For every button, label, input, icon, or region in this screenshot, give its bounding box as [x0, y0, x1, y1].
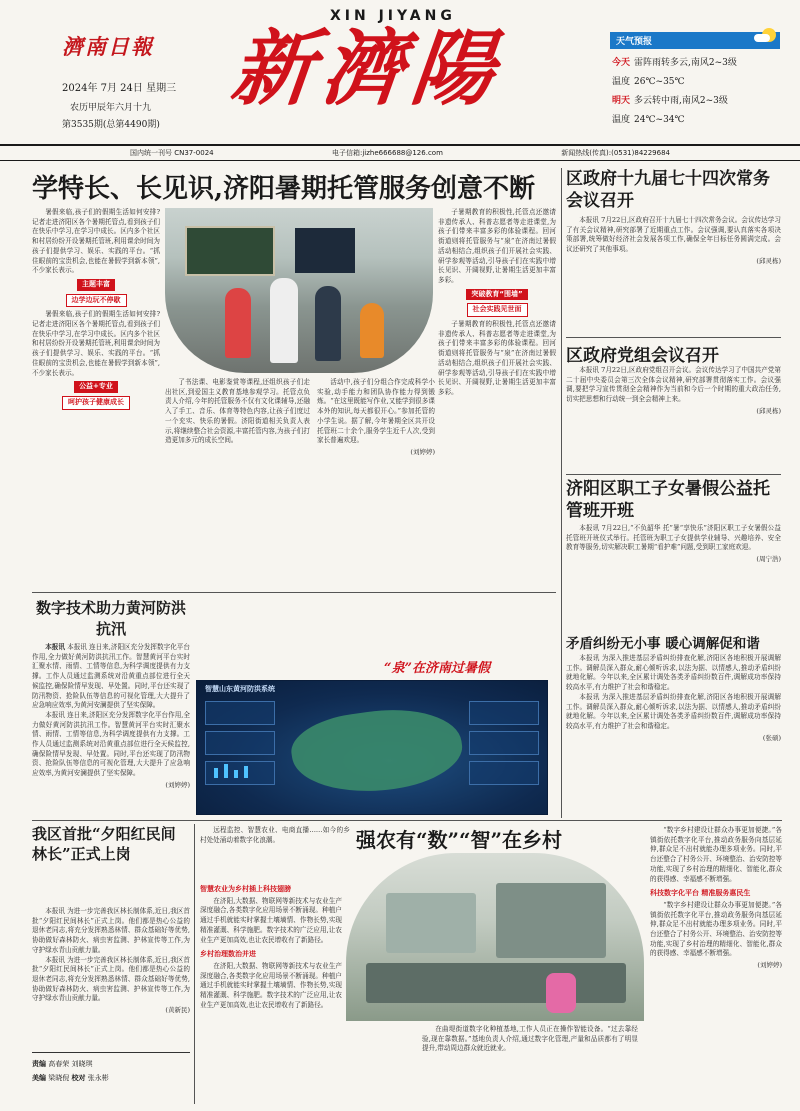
subhead-tag: 主题丰富: [77, 279, 115, 291]
blackboard: [185, 226, 275, 276]
dashboard-panel: [205, 701, 275, 725]
screen: [295, 228, 355, 273]
flood-headline[interactable]: 数字技术助力黄河防洪抗汛: [35, 599, 186, 638]
subhead-tag: 边学边玩不停歇: [66, 294, 127, 308]
temp-value: 24℃~34℃: [634, 115, 685, 125]
cn-number: 国内统一刊号 CN37-0024: [130, 149, 214, 157]
forest-article: [32, 907, 190, 1049]
cloud-icon: [754, 34, 770, 42]
workshop-photo: [346, 853, 644, 1021]
flood-article: [32, 643, 190, 815]
lead-paragraph: 暑假来临,孩子们的假期生活如何安排?记者走进济阳区各个暑期托管点,看到孩子们在快乐中学习,在学习中成长。区内多个社区和村居纷纷开设暑期托管班,利用课余时间为孩子们提供学习、娱乐、实践的平台。“抓住眼前的宝贵机会,也能在暑假学到新本领”,不少家长表示。: [32, 310, 160, 377]
lead-headline[interactable]: 学特长、长见识,济阳暑期托管服务创意不断: [32, 174, 536, 204]
credit-names: 张永彬: [87, 1074, 109, 1082]
credit-label: 校对: [71, 1073, 86, 1082]
lead-paragraph: 了书法课、电影鉴赏等课程,还组织孩子们走出社区,到爱国主义教育基地参观学习。托管点负责人介绍,今年的托管服务不仅有文化课辅导,还融入了手工、音乐、体育等特色内容,让孩子们度过一个充实、快乐的暑假。济阳街道相关负责人表示,将继续整合社会资源,丰富托管内容,为孩子们打造更加多元的成长空间。: [165, 378, 310, 445]
author: (刘婷婷): [165, 780, 190, 789]
divider: [32, 820, 782, 821]
temp-label: 温度: [612, 77, 631, 87]
farm-column: [422, 1025, 638, 1103]
farm-headline[interactable]: 强农有“数”“智”在乡村: [356, 828, 563, 852]
dashboard-panel: [205, 761, 275, 785]
person: [225, 288, 251, 358]
subhead-tag: 社会实践见世面: [467, 303, 528, 317]
farm-subhead: 智慧农业为乡村插上科技翅膀: [200, 884, 291, 893]
bar-icon: [214, 768, 218, 778]
forest-paragraph: 本报讯 为进一步完善我区林长制体系,近日,我区首批“夕阳红民间林长”正式上岗。他们都是热心公益的退休老同志,将充分发挥熟悉林情、群众基础好等优势,协助做好森林防火、病虫害监测、护林宣传等工作,为守护绿水青山贡献力量。: [32, 907, 190, 954]
divider: [32, 592, 556, 593]
credit-label: 美编: [32, 1073, 46, 1082]
lead-column: [32, 208, 160, 580]
childcare-article: [566, 524, 781, 628]
weather-header: [610, 32, 780, 49]
author: (邱灵栋): [756, 406, 781, 415]
temp-label: 温度: [612, 115, 631, 125]
weather-today-temp: [610, 74, 790, 87]
divider: [566, 337, 781, 338]
paper-logo: 濟南日報: [62, 34, 154, 59]
dashboard-panel: [469, 701, 539, 725]
subhead-tag: 呵护孩子健康成长: [62, 396, 130, 410]
party-meeting-headline[interactable]: 区政府党组会议召开: [566, 346, 719, 366]
dashboard-panel: [469, 731, 539, 755]
farm-paragraph: 在济阳,大数据、物联网等新技术与农业生产深度融合,各类数字化应用场景不断涌现。种植户通过手机就能实时掌握土壤墒情、作物长势,实现精准灌溉、科学施肥。数字技术的广泛应用,让农业生产更加高效,也让农民增收有了新路径。: [200, 961, 342, 1009]
email: 电子信箱:jizhe666688@126.com: [331, 149, 443, 157]
weather-text: 雷阵雨转多云,南风2~3级: [634, 58, 737, 68]
stool: [546, 973, 576, 1013]
brand-title: 新濟陽: [226, 21, 508, 117]
person: [315, 286, 341, 361]
divider: [0, 160, 800, 161]
farm-subhead: 乡村治理数治并进: [200, 949, 256, 959]
author: (黄新民): [165, 1006, 190, 1015]
bar-icon: [244, 766, 248, 778]
credit-label: 责编: [32, 1059, 46, 1068]
farm-column: [200, 880, 342, 1090]
dashboard-panel: [205, 731, 275, 755]
flood-paragraph: 本报讯 连日来,济阳区充分发挥数字化平台作用,全力做好黄河防洪抗汛工作。智慧黄河平台实时汇聚水情、雨情、工情等信息,为科学调度提供有力支撑。工作人员通过监测系统对沿黄重点部位进行全天候监控,确保险情早发现、早处置。同时,平台还实现了防汛物资、抢险队伍等信息的可视化管理,大大提升了应急响应效率,为黄河安澜提供了坚实保障。: [32, 710, 190, 778]
mediation-headline[interactable]: 矛盾纠纷无小事 暖心调解促和谐: [566, 636, 760, 652]
childcare-headline[interactable]: 济阳区职工子女暑假公益托管班开班: [566, 479, 770, 521]
farm-paragraph: 在济阳,大数据、物联网等新技术与农业生产深度融合,各类数字化应用场景不断涌现。种植户通过手机就能实时掌握土壤墒情、作物长势,实现精准灌溉、科学施肥。数字技术的广泛应用,让农业生产更加高效,也让农民增收有了新路径。: [200, 896, 342, 944]
workbench: [366, 963, 626, 1003]
info-bar: [0, 144, 800, 158]
flood-dashboard: [196, 680, 548, 815]
subhead-tag: 公益+专业: [74, 381, 118, 393]
divider: [194, 824, 195, 1104]
publication-date: 2024年 7月 24日 星期三: [62, 83, 177, 94]
divider: [566, 474, 781, 475]
weather-today: [610, 55, 790, 68]
machine: [496, 883, 606, 958]
meeting-headline[interactable]: 区政府十九届七十四次常务会议召开: [566, 169, 770, 211]
editor-credits: [32, 1052, 190, 1085]
childcare-paragraph: 本报讯 7月22日,“不负韶华 托”暑“享快乐”济阳区职工子女暑假公益托管班开班仪式举行。托管班为职工子女提供学业辅导、兴趣培养、安全教育等服务,切实解决职工暑期“看护难”问题,受到职工家庭欢迎。: [566, 524, 781, 552]
farm-subhead: 科技数字化平台 精准服务惠民生: [650, 888, 751, 898]
author: (刘婷婷): [410, 447, 435, 456]
weather-text: 多云转中雨,南风2~3级: [634, 96, 728, 106]
bar-icon: [224, 764, 228, 778]
author: (邱灵栋): [756, 256, 781, 265]
flood-paragraph: 本报讯 连日来,济阳区充分发挥数字化平台作用,全力做好黄河防洪抗汛工作。智慧黄河平台实时汇聚水情、雨情、工情等信息,为科学调度提供有力支撑。工作人员通过监测系统对沿黄重点部位进行全天候监控,确保险情早发现、早处置。同时,平台还实现了防汛物资、抢险队伍等信息的可视化管理,大大提升了应急响应效率,为黄河安澜提供了坚实保障。: [32, 643, 190, 710]
machine: [386, 893, 476, 953]
author: (周宁浩): [756, 555, 781, 564]
lead-paragraph: 子暑期教育的积极性,托管点还邀请非遗传承人、科普志愿者等走进课堂,为孩子们带来丰富多彩的体验课程。回河街道则将托管服务与“泉”在济南过暑假活动相结合,组织孩子们开展社会实践、研学参观等活动,引导孩子们在实践中增长见识、开阔视野,让暑期生活更加丰富多彩。: [438, 208, 556, 284]
brand-pinyin: XIN JIYANG: [330, 8, 456, 24]
person: [270, 278, 298, 363]
classroom-photo: [165, 208, 433, 373]
news-hotline: 新闻热线(传真):(0531)84229684: [561, 149, 670, 157]
mediation-paragraph: 本报讯 为深入推进基层矛盾纠纷排查化解,济阳区各地积极开展调解工作。调解员深入群众,耐心倾听诉求,以法为据、以情感人,推动矛盾纠纷就地化解。今年以来,全区累计调处各类矛盾纠纷数百件,调解成功率保持较高水平,有力维护了社会和谐稳定。: [566, 692, 781, 730]
farm-paragraph: “数字乡村建设让群众办事更加便捷。”各镇街依托数字化平台,推动政务服务向基层延伸,群众足不出村就能办理多项业务。同时,平台还整合了村务公开、环境整治、治安防控等功能,实现了乡村治理的精细化、智能化,群众的获得感、幸福感不断增强。: [650, 826, 782, 883]
issue-number: 第3535期(总第4490期): [62, 120, 160, 130]
lead-paragraph: 暑假来临,孩子们的假期生活如何安排?记者走进济阳区各个暑期托管点,看到孩子们在快乐中学习,在学习中成长。区内多个社区和村居纷纷开设暑期托管班,利用课余时间为孩子们提供学习、娱乐、实践的平台。“抓住眼前的宝贵机会,也能在暑假学到新本领”,不少家长表示。: [32, 208, 160, 275]
masthead: [0, 0, 800, 142]
mediation-paragraph: 本报讯 为深入推进基层矛盾纠纷排查化解,济阳区各地积极开展调解工作。调解员深入群众,耐心倾听诉求,以法为据、以情感人,推动矛盾纠纷就地化解。今年以来,全区累计调处各类矛盾纠纷数百件,调解成功率保持较高水平,有力维护了社会和谐稳定。: [566, 654, 781, 692]
bar-icon: [234, 770, 238, 778]
credit-names: 高春荣 刘晓琪: [48, 1060, 93, 1068]
lunar-date: 农历甲辰年六月十九: [70, 103, 152, 113]
weather-box: [610, 32, 790, 125]
forest-paragraph: 本报讯 为进一步完善我区林长制体系,近日,我区首批“夕阳红民间林长”正式上岗。他们都是热心公益的退休老同志,将充分发挥熟悉林情、群众基础好等优势,协助做好森林防火、病虫害监测、护林宣传等工作,为守护绿水青山贡献力量。: [32, 955, 190, 1003]
farm-column: [650, 826, 782, 1096]
farm-intro: [200, 826, 350, 874]
lead-paragraph: 子暑期教育的积极性,托管点还邀请非遗传承人、科普志愿者等走进课堂,为孩子们带来丰富多彩的体验课程。回河街道则将托管服务与“泉”在济南过暑假活动相结合,组织孩子们开展社会实践、研学参观等活动,引导孩子们在实践中增长见识、开阔视野,让暑期生活更加丰富多彩。: [438, 320, 556, 396]
subhead-tag: 突破教育“围墙”: [466, 289, 527, 301]
lead-paragraph: 活动中,孩子们分组合作完成科学小实验,动手能力和团队协作能力得到锻炼。“在这里既能写作业,又能学到很多课本外的知识,每天都很开心。”参加托管的小学生说。据了解,今年暑期全区共开设托管班二十余个,服务学生近千人次,受到家长普遍欢迎。: [317, 378, 435, 445]
dashboard-panel: [469, 761, 539, 785]
slogan: “泉”在济南过暑假: [384, 661, 490, 676]
party-meeting-article: [566, 366, 781, 472]
dashboard-title: 智慧山东黄河防洪系统: [205, 685, 275, 693]
byline: 本报讯: [45, 643, 65, 651]
credit-names: 梁晓倪: [48, 1074, 70, 1082]
author: (张硕): [762, 733, 781, 742]
weather-tomorrow: [610, 93, 790, 106]
farm-paragraph: 在曲堤街道数字化种植基地,工作人员正在操作智能设备。“过去靠经验,现在靠数据。”基地负责人介绍,通过数字化管理,产量和品质都有了明显提升,带动周边群众就近就业。: [422, 1025, 638, 1053]
forest-headline[interactable]: 我区首批“夕阳红民间林长”正式上岗: [32, 825, 176, 863]
lead-column: [438, 208, 556, 588]
temp-value: 26℃~35℃: [634, 77, 685, 87]
divider: [561, 168, 562, 818]
lead-column: [165, 378, 310, 588]
meeting-article: [566, 216, 781, 336]
farm-paragraph: 远程监控、智慧农业、电商直播……如今的乡村处处涌动着数字化浪潮。: [200, 826, 350, 844]
weather-day: 明天: [612, 96, 631, 106]
party-meeting-paragraph: 本报讯 7月22日,区政府党组召开会议。会议传达学习了中国共产党第二十届中央委员会第三次全体会议精神,研究部署贯彻落实工作。会议强调,要把学习宣传贯彻全会精神作为当前和今后一个时期的重大政治任务,切实把思想和行动统一到全会精神上来。: [566, 366, 781, 404]
author: (刘婷婷): [757, 961, 782, 970]
farm-paragraph: “数字乡村建设让群众办事更加便捷。”各镇街依托数字化平台,推动政务服务向基层延伸,群众足不出村就能办理多项业务。同时,平台还整合了村务公开、环境整治、治安防控等功能,实现了乡村治理的精细化、智能化,群众的获得感、幸福感不断增强。: [650, 900, 782, 958]
weather-title: 天气预报: [616, 37, 653, 47]
lead-column: [317, 378, 435, 588]
meeting-paragraph: 本报讯 7月22日,区政府召开十九届七十四次常务会议。会议传达学习了有关会议精神,研究部署了近期重点工作。会议强调,要认真落实各项决策部署,统筹做好经济社会发展各项工作,确保全年目标任务圆满完成。会议还研究了其他事项。: [566, 216, 781, 254]
weather-tomorrow-temp: [610, 112, 790, 125]
weather-day: 今天: [612, 58, 631, 68]
map-graphic: [287, 700, 466, 803]
person: [360, 303, 384, 358]
mediation-article: [566, 654, 781, 818]
